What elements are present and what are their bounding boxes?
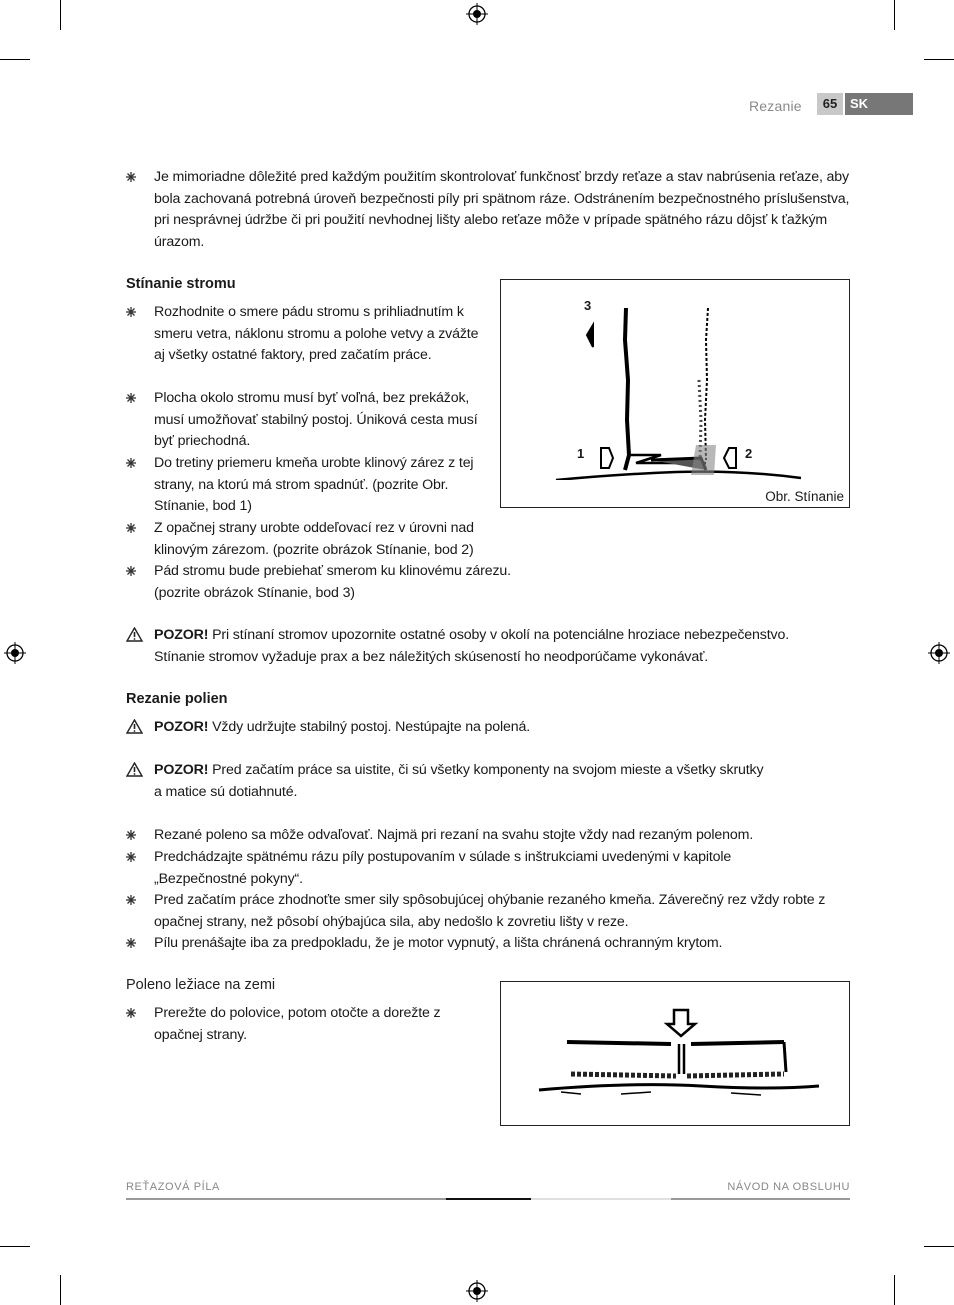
warning-label: POZOR! bbox=[154, 762, 209, 778]
section-heading-felling: Stínanie stromu bbox=[126, 276, 236, 292]
bullet-icon bbox=[126, 1008, 136, 1018]
logs-warning-2 bbox=[154, 760, 854, 803]
crop-mark bbox=[0, 1246, 30, 1247]
footer-manual-title: NÁVOD NA OBSLUHU bbox=[727, 1181, 850, 1193]
felling-bullet: Rozhodnite o smere pádu stromu s prihliadnutím k smeru vetra, náklonu stromu a polohe vetvy a zvážte aj všetky ostatné faktory, pred začatím práce. bbox=[154, 304, 479, 364]
figure-label-3: 3 bbox=[584, 298, 592, 313]
bullet-icon bbox=[126, 938, 136, 948]
registration-mark-icon bbox=[466, 1280, 488, 1302]
footer-rule bbox=[671, 1198, 850, 1200]
logs-bullet: Rezané poleno sa môže odvaľovať. Najmä pri rezaní na svahu stojte vždy nad rezaným polenom. bbox=[154, 827, 754, 843]
logs-warning-1 bbox=[154, 717, 854, 739]
figure-label-2: 2 bbox=[745, 446, 753, 461]
bullet-icon bbox=[126, 895, 136, 905]
felling-bullet: Plocha okolo stromu musí byť voľná, bez prekážok, musí umožňovať stabilný postoj. Úniková cesta musí byť priechodná. bbox=[154, 390, 478, 450]
crop-mark bbox=[60, 1275, 61, 1305]
section-heading-logs: Rezanie polien bbox=[126, 691, 228, 707]
bullet-icon bbox=[126, 172, 136, 182]
felling-bullet: Pád stromu bude prebiehať smerom ku klinovému zárezu. (pozrite obrázok Stínanie, bod 3) bbox=[154, 563, 511, 601]
log-on-ground-illustration bbox=[501, 982, 849, 1125]
felling-bullet: Do tretiny priemeru kmeňa urobte klinový zárez z tej strany, na ktorú má strom spadnúť. (pozrite Obr. Stínanie, bod 1) bbox=[154, 455, 474, 515]
bullet-icon bbox=[126, 852, 136, 862]
page-number: 65 bbox=[817, 93, 843, 115]
bullet-icon bbox=[126, 830, 136, 840]
figure-caption: Obr. Stínanie bbox=[765, 489, 844, 504]
footer-rule bbox=[126, 1198, 446, 1200]
crop-mark bbox=[60, 0, 61, 30]
bullet-icon bbox=[126, 523, 136, 533]
bullet-icon bbox=[126, 566, 136, 576]
crop-mark bbox=[924, 59, 954, 60]
warning-text: Pri stínaní stromov upozornite ostatné osoby v okolí na potenciálne hroziace nebezpečenstvo. bbox=[208, 627, 789, 643]
warning-label: POZOR! bbox=[154, 627, 209, 643]
logs-bullet: Pílu prenášajte iba za predpokladu, že je motor vypnutý, a lišta chránená ochranným krytom. bbox=[154, 935, 723, 951]
crop-mark bbox=[894, 0, 895, 30]
warning-icon bbox=[126, 762, 143, 777]
warning-text: Vždy udržujte stabilný postoj. Nestúpajte na polená. bbox=[208, 719, 530, 735]
felling-figure bbox=[500, 279, 850, 508]
warning-label: POZOR! bbox=[154, 719, 209, 735]
registration-mark-icon bbox=[466, 3, 488, 25]
warning-text: Stínanie stromov vyžaduje prax a bez náležitých skúseností ho neodporúčame vykonávať. bbox=[154, 648, 709, 665]
intro-paragraph: Je mimoriadne dôležité pred každým použitím skontrolovať funkčnosť brzdy reťaze a stav nabrúsenia reťaze, aby bola zachovaná potrebná úroveň bezpečnosti píly pri spätnom ráze. Odstránením bezpečnostného príslušenstva, pri nesprávnej údržbe či pri použití nevhodnej lišty alebo reťaze môže v prípade spätného rázu dôjsť k ťažkým úrazom. bbox=[154, 169, 850, 250]
crop-mark bbox=[894, 1275, 895, 1305]
crop-mark bbox=[924, 1246, 954, 1247]
header-section-title: Rezanie bbox=[749, 98, 802, 114]
warning-text: a matice sú dotiahnuté. bbox=[154, 783, 298, 800]
logs-bullet: Predchádzajte spätnému rázu píly postupovaním v súlade s inštrukciami uvedenými v kapitole „Bezpečnostné pokyny“. bbox=[154, 849, 732, 887]
footer-rule bbox=[531, 1198, 671, 1200]
bullet-icon bbox=[126, 393, 136, 403]
ground-log-bullet: Prerežte do polovice, potom otočte a dorežte z opačnej strany. bbox=[154, 1005, 441, 1043]
felling-bullet: Z opačnej strany urobte oddeľovací rez v úrovni nad klinovým zárezom. (pozrite obrázok Stínanie, bod 2) bbox=[154, 520, 474, 558]
warning-icon bbox=[126, 719, 143, 734]
figure-label-1: 1 bbox=[577, 446, 585, 461]
felling-warning bbox=[154, 625, 854, 668]
logs-bullet: Pred začatím práce zhodnoťte smer sily spôsobujúcej ohýbanie rezaného kmeňa. Záverečný rez vždy robte z opačnej strany, než pôsobí ohýbajúca sila, aby nedošlo k zovretiu lišty v reze. bbox=[154, 892, 826, 930]
bullet-icon bbox=[126, 307, 136, 317]
footer-product-name: REŤAZOVÁ PÍLA bbox=[126, 1181, 220, 1193]
registration-mark-icon bbox=[928, 642, 950, 664]
ground-log-subheading: Poleno ležiace na zemi bbox=[126, 977, 276, 993]
tree-felling-illustration bbox=[501, 280, 849, 480]
log-cutting-figure bbox=[500, 981, 850, 1126]
language-badge: SK bbox=[845, 93, 913, 115]
warning-text: Pred začatím práce sa uistite, či sú všetky komponenty na svojom mieste a všetky skrutky bbox=[208, 762, 764, 778]
registration-mark-icon bbox=[4, 642, 26, 664]
footer-rule bbox=[446, 1198, 531, 1200]
warning-icon bbox=[126, 627, 143, 642]
bullet-icon bbox=[126, 458, 136, 468]
crop-mark bbox=[0, 59, 30, 60]
